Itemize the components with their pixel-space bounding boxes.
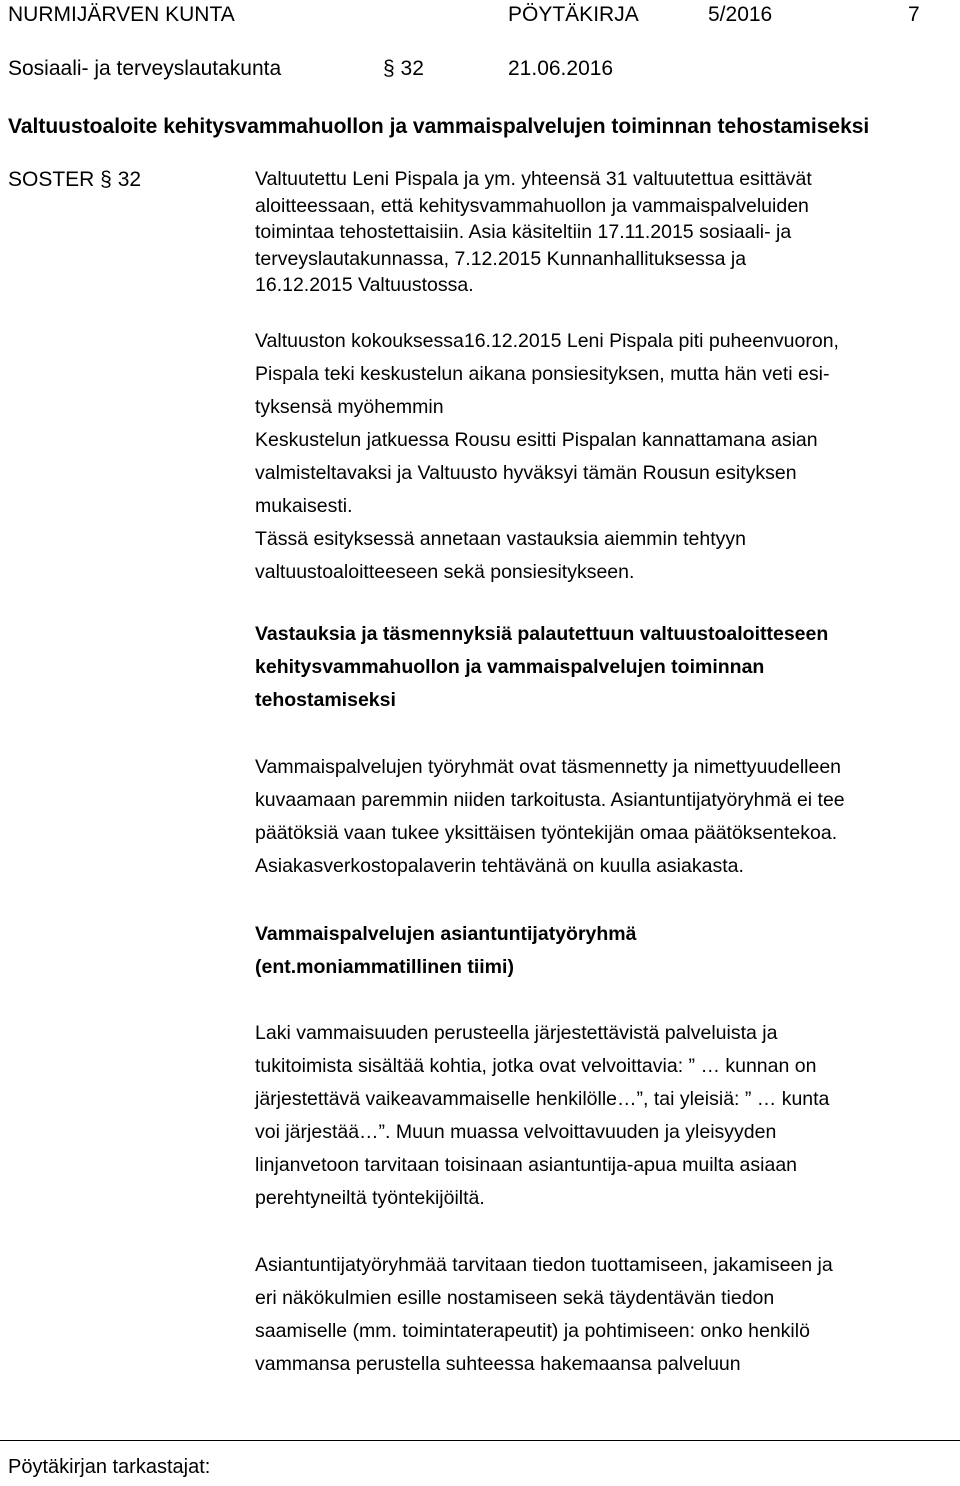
meeting-line: valtuustoaloitteeseen sekä ponsiesitykseen. [255,561,635,583]
heading-line: kehitysvammahuollon ja vammaispalvelujen toiminnan [255,656,765,678]
intro-paragraph [255,166,955,299]
paragraph-line: Laki vammaisuuden perusteella järjestettävistä palveluista ja [255,1022,778,1044]
paragraph-line: linjanvetoon tarvitaan toisinaan asiantuntija-apua muilta asiaan [255,1154,798,1176]
municipality-name: NURMIJÄRVEN KUNTA [8,3,235,26]
meeting-line: Valtuuston kokouksessa16.12.2015 Leni Pispala piti puheenvuoron, [255,330,839,352]
paragraph-line: järjestettävä vaikeavammaiselle henkilölle…”, tai yleisiä: ” … kunta [255,1088,830,1110]
paragraph-line: Vammaispalvelujen työryhmät ovat täsmennetty ja nimettyuudelleen [255,756,842,778]
meeting-line: tyksensä myöhemmin [255,396,444,418]
section-heading [255,618,955,717]
workgroups-paragraph [255,751,955,883]
document-number: 5/2016 [708,3,773,26]
meeting-date: 21.06.2016 [508,57,614,80]
document-type: PÖYTÄKIRJA [508,3,639,26]
meeting-line: Keskustelun jatkuessa Rousu esitti Pispalan kannattamana asian [255,429,818,451]
paragraph-line: kuvaamaan paremmin niiden tarkoitusta. Asiantuntijatyöryhmä ei tee [255,789,845,811]
intro-line: terveyslautakunnassa, 7.12.2015 Kunnanhallituksessa ja [255,247,747,270]
heading-line: tehostamiseksi [255,689,396,711]
law-paragraph [255,1017,955,1215]
document-title: Valtuustoaloite kehitysvammahuollon ja vammaispalvelujen toiminnan tehostamiseksi [8,115,870,138]
subsection-heading [255,918,955,984]
page-number: 7 [908,3,920,26]
intro-line: Valtuutettu Leni Pispala ja ym. yhteensä 31 valtuutettua esittävät [255,168,812,190]
footer-divider [0,1440,960,1441]
paragraph-line: eri näkökulmien esille nostamiseen sekä täydentävän tiedon [255,1287,775,1309]
intro-line: toimintaa tehostettaisiin. Asia käsiteltiin 17.11.2015 sosiaali- ja [255,221,792,243]
intro-line: 16.12.2015 Valtuustossa. [255,274,474,296]
paragraph-line: päätöksiä vaan tukee yksittäisen työntekijän omaa päätöksentekoa. [255,822,838,844]
footer-label: Pöytäkirjan tarkastajat: [8,1456,211,1478]
paragraph-line: perehtyneiltä työntekijöiltä. [255,1187,485,1209]
meeting-line: Pispala teki keskustelun aikana ponsiesityksen, mutta hän veti esi- [255,363,830,385]
meeting-line: Tässä esityksessä annetaan vastauksia aiemmin tehtyyn [255,528,746,550]
paragraph-line: Asiakasverkostopalaverin tehtävänä on kuulla asiakasta. [255,855,744,877]
section-number: § 32 [383,57,424,80]
intro-line: aloitteessaan, että kehitysvammahuollon ja vammaispalveluiden [255,194,809,217]
heading-line: Vastauksia ja täsmennyksiä palautettuun valtuustoaloitteseen [255,623,829,645]
meeting-paragraph [255,325,955,589]
paragraph-line: voi järjestää…”. Muun muassa velvoittavuuden ja yleisyyden [255,1121,777,1143]
paragraph-line: vammansa perustella suhteessa hakemaansa palveluun [255,1353,741,1375]
expert-group-paragraph [255,1249,955,1381]
paragraph-line: tukitoimista sisältää kohtia, jotka ovat velvoittavia: ” … kunnan on [255,1055,817,1077]
heading-line: Vammaispalvelujen asiantuntijatyöryhmä [255,923,637,945]
section-label: SOSTER § 32 [8,168,142,191]
paragraph-line: saamiselle (mm. toimintaterapeutit) ja pohtimiseen: onko henkilö [255,1320,810,1342]
meeting-line: mukaisesti. [255,495,353,517]
meeting-line: valmisteltavaksi ja Valtuusto hyväksyi tämän Rousun esityksen [255,462,797,484]
paragraph-line: Asiantuntijatyöryhmää tarvitaan tiedon tuottamiseen, jakamiseen ja [255,1254,833,1276]
heading-line: (ent.moniammatillinen tiimi) [255,956,514,978]
board-name: Sosiaali- ja terveyslautakunta [8,57,282,80]
